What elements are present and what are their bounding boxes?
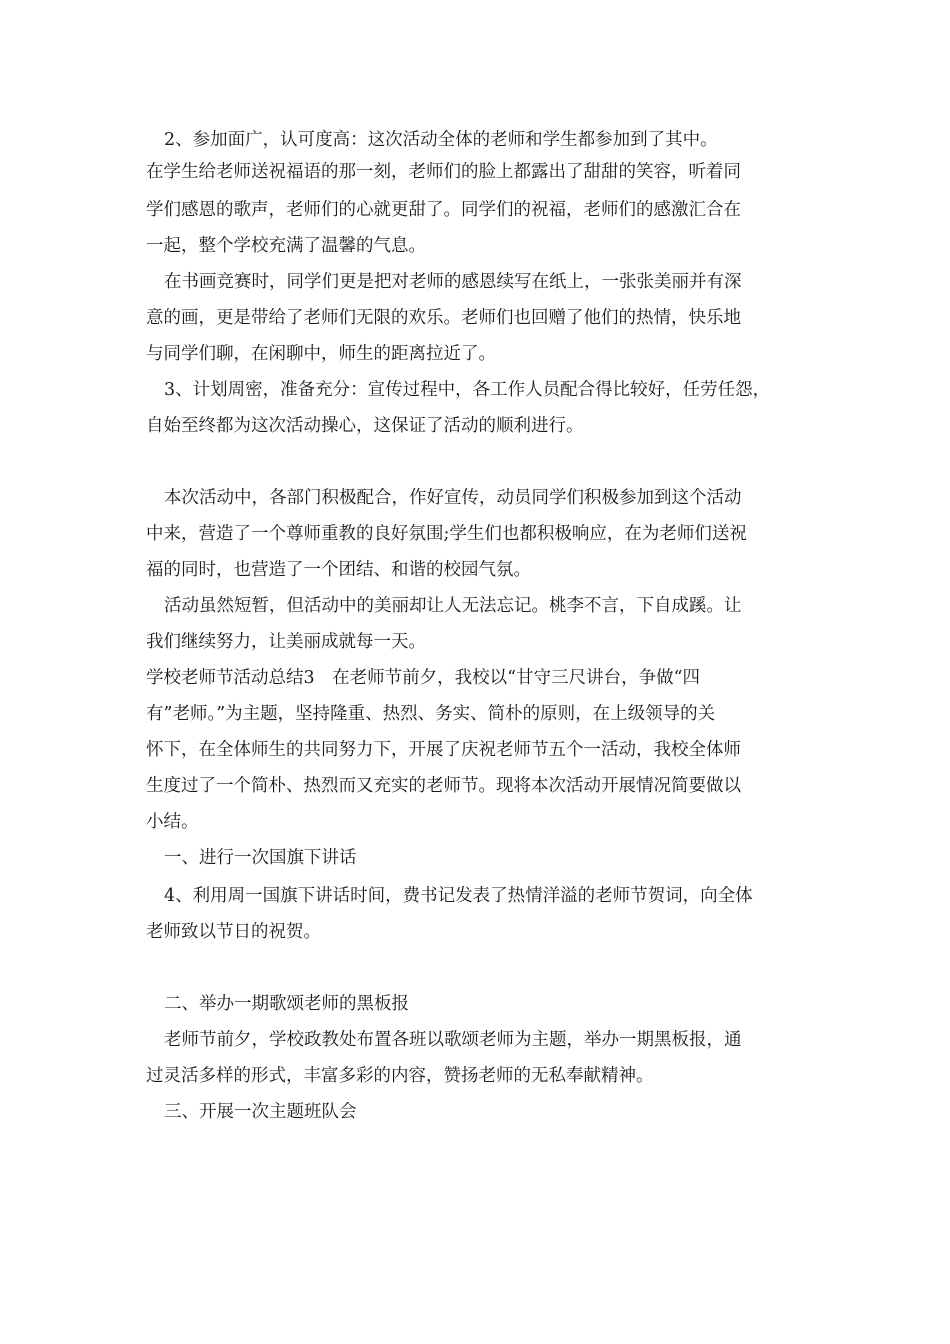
paragraph-line: 小结。 [146, 812, 199, 832]
paragraph-line: 老师节前夕，学校政教处布置各班以歌颂老师为主题，举办一期黑板报，通 [164, 1030, 742, 1050]
paragraph-line: 在学生给老师送祝福语的那一刻，老师们的脸上都露出了甜甜的笑容，听着同 [146, 162, 741, 182]
section-title-line: 学校老师节活动总结3 在老师节前夕，我校以“甘守三尺讲台，争做“四 [146, 668, 701, 688]
paragraph-line: 怀下，在全体师生的共同努力下，开展了庆祝老师节五个一活动，我校全体师 [146, 740, 741, 760]
paragraph-line: 有”老师。”为主题，坚持隆重、热烈、务实、简朴的原则，在上级领导的关 [146, 704, 716, 724]
heading-line: 一、进行一次国旗下讲话 [164, 848, 357, 868]
paragraph-line: 自始至终都为这次活动操心，这保证了活动的顺利进行。 [146, 416, 584, 436]
paragraph-line: 意的画，更是带给了老师们无限的欢乐。老师们也回赠了他们的热情，快乐地 [146, 308, 741, 328]
paragraph-line: 3、计划周密，准备充分：宣传过程中，各工作人员配合得比较好，任劳任怨， [164, 380, 771, 400]
paragraph-line: 生度过了一个简朴、热烈而又充实的老师节。现将本次活动开展情况简要做以 [146, 776, 741, 796]
paragraph-line: 在书画竞赛时，同学们更是把对老师的感恩续写在纸上，一张张美丽并有深 [164, 272, 742, 292]
paragraph-line: 老师致以节日的祝贺。 [146, 922, 321, 942]
paragraph-line: 过灵活多样的形式，丰富多彩的内容，赞扬老师的无私奉献精神。 [146, 1066, 654, 1086]
paragraph-line: 一起，整个学校充满了温馨的气息。 [146, 236, 426, 256]
paragraph-line: 福的同时，也营造了一个团结、和谐的校园气氛。 [146, 560, 531, 580]
paragraph-line: 学们感恩的歌声，老师们的心就更甜了。同学们的祝福，老师们的感激汇合在 [146, 200, 741, 220]
paragraph-line: 活动虽然短暂，但活动中的美丽却让人无法忘记。桃李不言，下自成蹊。让 [164, 596, 742, 616]
paragraph-line: 2、参加面广，认可度高：这次活动全体的老师和学生都参加到了其中。 [164, 130, 718, 150]
paragraph-line: 中来，营造了一个尊师重教的良好氛围;学生们也都积极响应，在为老师们送祝 [146, 524, 747, 544]
paragraph-line: 4、利用周一国旗下讲话时间，费书记发表了热情洋溢的老师节贺词，向全体 [164, 886, 753, 906]
paragraph-line: 我们继续努力，让美丽成就每一天。 [146, 632, 426, 652]
paragraph-line: 与同学们聊，在闲聊中，师生的距离拉近了。 [146, 344, 496, 364]
heading-line: 二、举办一期歌颂老师的黑板报 [164, 994, 409, 1014]
paragraph-line: 本次活动中，各部门积极配合，作好宣传，动员同学们积极参加到这个活动 [164, 488, 742, 508]
heading-line: 三、开展一次主题班队会 [164, 1102, 357, 1122]
